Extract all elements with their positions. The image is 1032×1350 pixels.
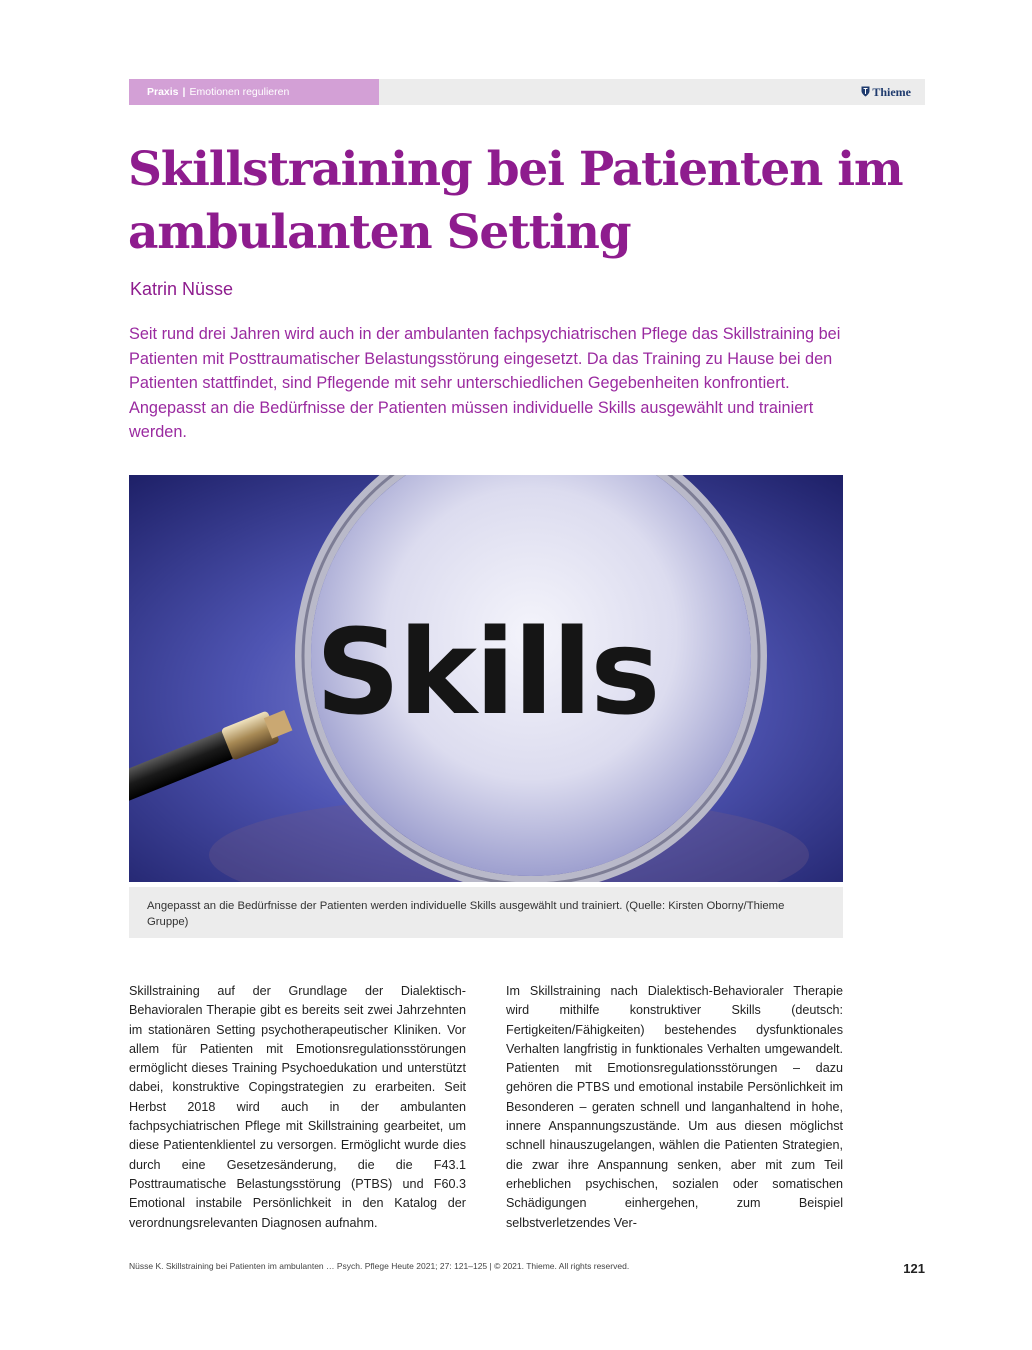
section-label: Praxis bbox=[147, 86, 179, 98]
page-number: 121 bbox=[903, 1261, 925, 1276]
running-header bbox=[129, 79, 925, 105]
section-separator: | bbox=[182, 86, 186, 98]
publisher-name: Thieme bbox=[872, 85, 911, 99]
footer-citation: Nüsse K. Skillstraining bei Patienten im ambulanten … Psych. Pflege Heute 2021; 27: 121–125 | © 2021. Thieme. All rights reserved. bbox=[129, 1261, 630, 1271]
publisher-logo bbox=[861, 79, 911, 105]
topic-label: Emotionen regulieren bbox=[189, 86, 290, 98]
article-figure bbox=[129, 475, 843, 882]
body-column-left: Skillstraining auf der Grundlage der Dialektisch-Behavioralen Therapie gibt es bereits seit zwei Jahrzehnten im stationären Setting psychotherapeutischer Kliniken. Vor allem für Patienten mit Emotionsregulationsstörungen ermöglicht dieses Training Psychoedukation und unterstützt dabei, konstruktive Copingstrategien zu erarbeiten. Seit Herbst 2018 wird auch in der ambulanten fachpsychiatrischen Pflege mit Skillstraining gearbeitet, um diese Patientenklientel zu versorgen. Ermöglicht wurde dies durch eine Gesetzesänderung, die die F43.1 Posttraumatische Belastungsstörung (PTBS) und F60.3 Emotional instabile Persönlichkeit in den Katalog der verordnungsrelevanten Diagnosen aufnahm. bbox=[129, 984, 466, 1230]
author-name: Katrin Nüsse bbox=[130, 279, 234, 299]
image-word: Skills bbox=[315, 603, 659, 741]
section-tag bbox=[129, 79, 379, 105]
magnifier-illustration bbox=[129, 475, 843, 882]
figure-caption: Angepasst an die Bedürfnisse der Patienten werden individuelle Skills ausgewählt und trainiert. (Quelle: Kirsten Oborny/Thieme Gruppe) bbox=[129, 887, 843, 938]
lead-paragraph: Seit rund drei Jahren wird auch in der ambulanten fachpsychiatrischen Pflege das Skillstraining bei Patienten mit Posttraumatischer Belastungsstörung eingesetzt. Da das Training zu Hause bei den Patienten stattfindet, sind Pflegende mit sehr unterschiedlichen Gegebenheiten konfrontiert. Angepasst an die Bedürfnisse der Patienten müssen individuelle Skills ausgewählt und trainiert werden. bbox=[129, 325, 841, 442]
body-column-right: Im Skillstraining nach Dialektisch-Behavioraler Therapie wird mithilfe konstruktiver Skills (deutsch: Fertigkeiten/Fähigkeiten) bestehendes dysfunktionales Verhalten langfristig in funktionales Verhalten umgewandelt. Patienten mit Emotionsregulationsstörungen – dazu gehören die PTBS und emotional instabile Persönlichkeit im Besonderen – geraten schnell und langanhaltend in hohe, innere Anspannungszustände. Um aus diesen möglichst schnell hinauszugelangen, wählen die Patienten Strategien, die zwar ihre Anspannung senken, aber mit zum Teil erheblichen psychischen, sozialen oder somatischen Schädigungen einhergehen, zum Beispiel selbstverletzendes Ver- bbox=[506, 984, 843, 1230]
article-title: Skillstraining bei Patienten im ambulanten Setting bbox=[128, 142, 903, 260]
shield-icon bbox=[861, 80, 870, 106]
